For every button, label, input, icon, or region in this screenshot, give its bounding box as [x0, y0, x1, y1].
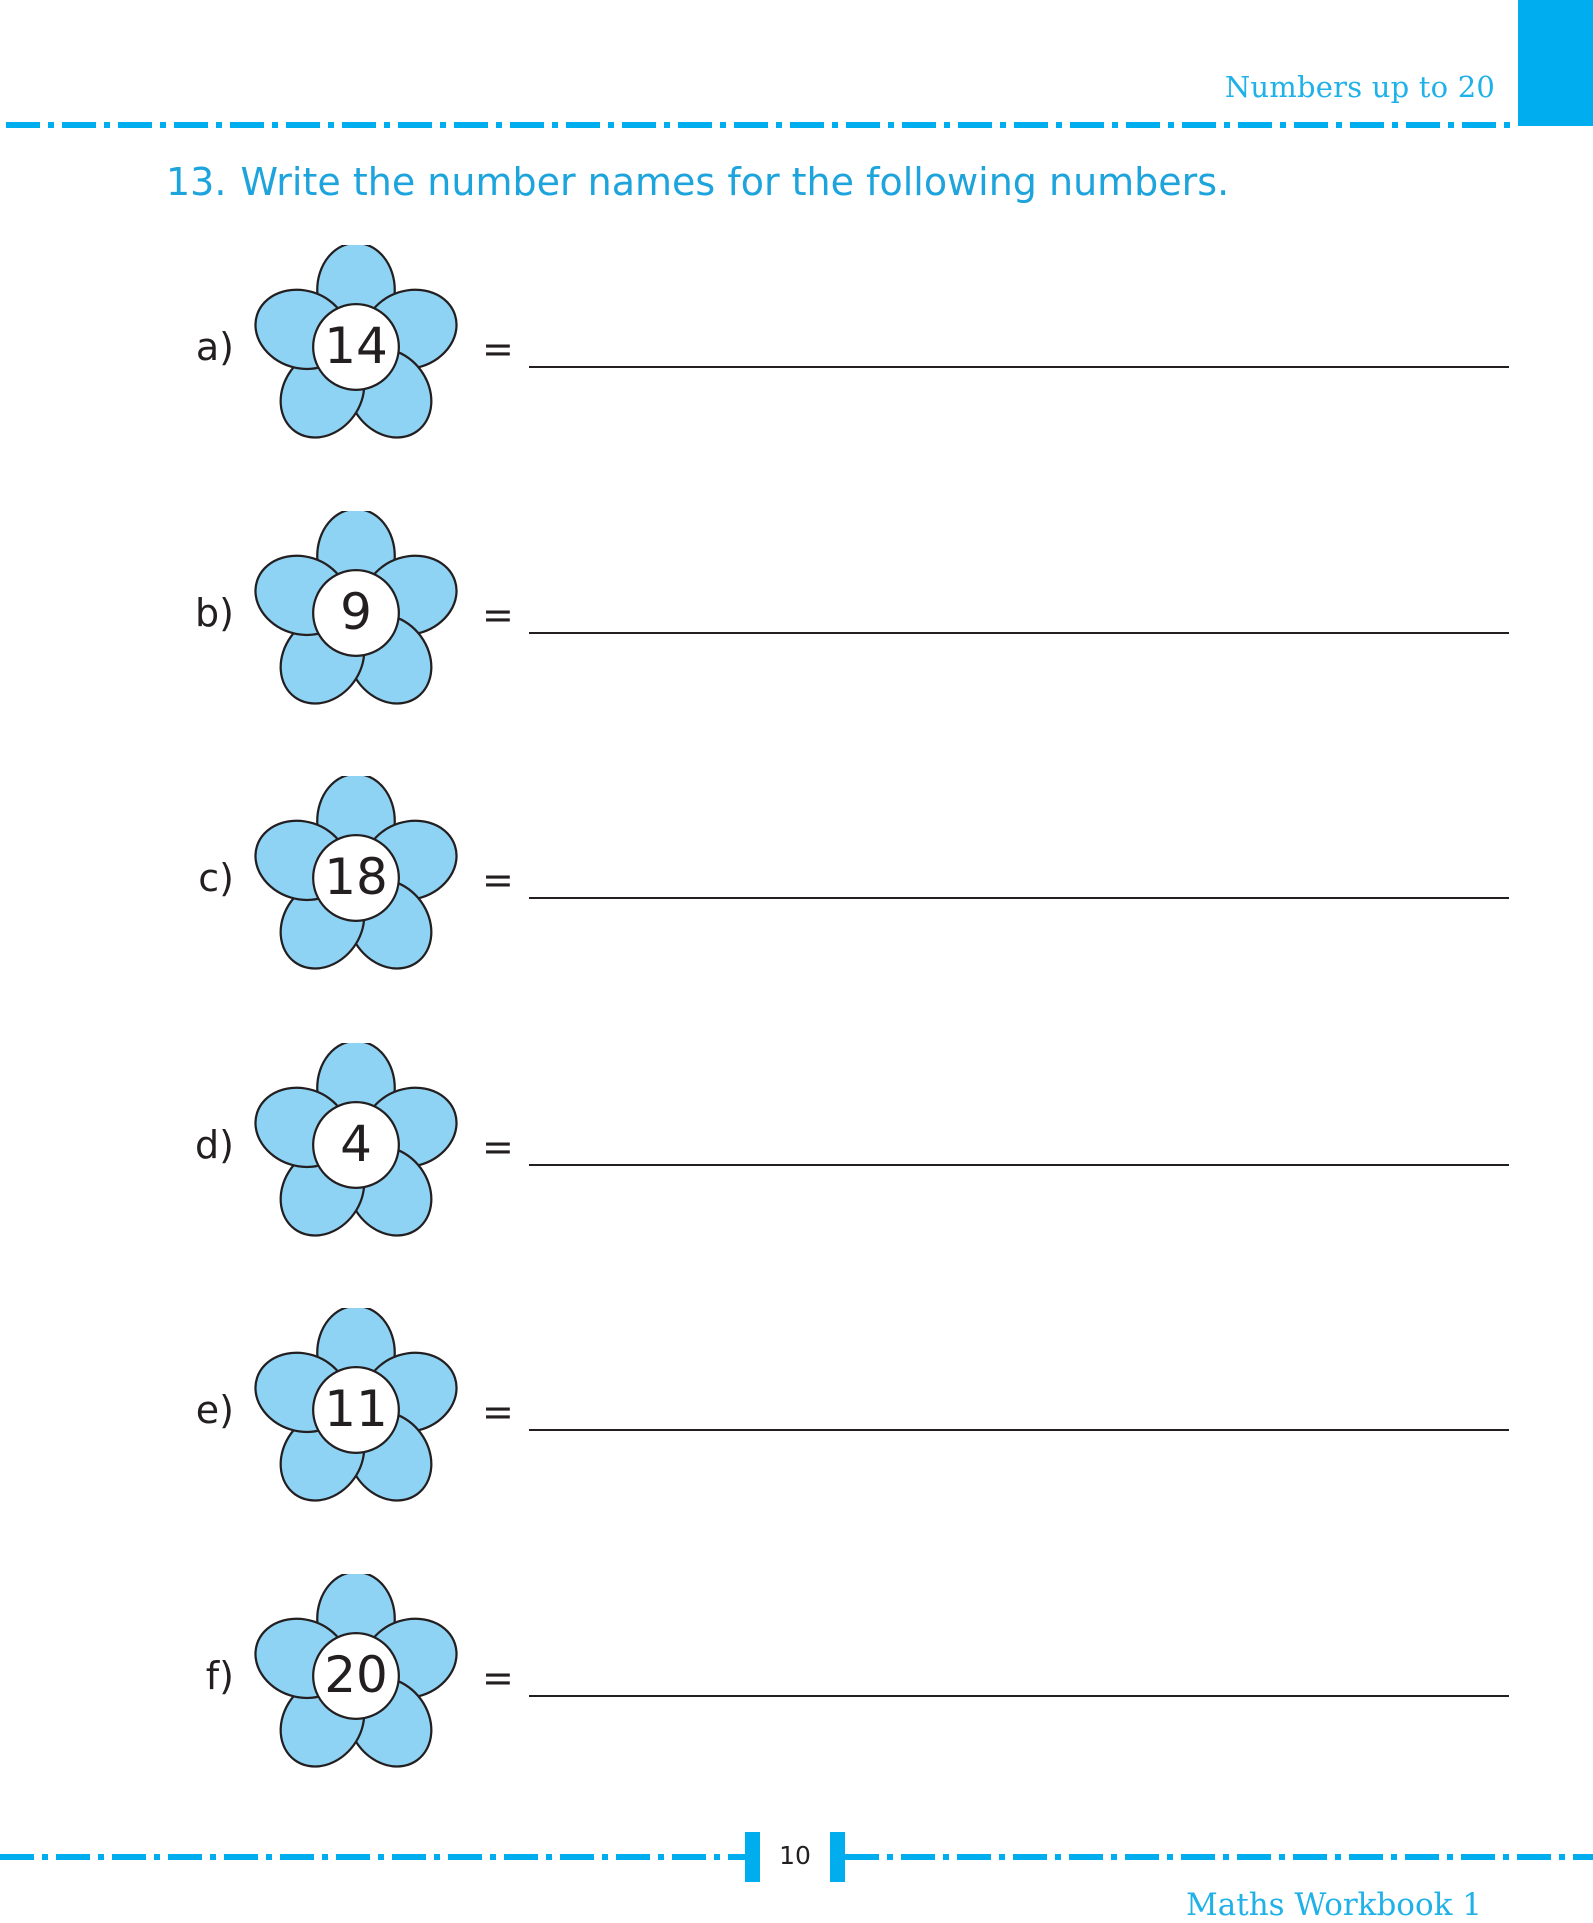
top-dashed-rule [6, 121, 1518, 129]
question-number: 13. [166, 160, 227, 204]
flower-number: 9 [340, 583, 372, 641]
item-label: d) [195, 1123, 234, 1167]
answer-field[interactable] [529, 366, 1509, 368]
answer-field[interactable] [529, 1695, 1509, 1697]
question-heading [166, 160, 1229, 204]
exercise-row [0, 511, 1593, 731]
item-label: b) [195, 591, 234, 635]
flower-number: 14 [324, 317, 388, 375]
answer-field[interactable] [529, 1429, 1509, 1431]
equals-sign: = [482, 327, 514, 371]
flower-number: 20 [324, 1646, 388, 1704]
equals-sign: = [482, 593, 514, 637]
answer-field[interactable] [529, 1164, 1509, 1166]
equals-sign: = [482, 1125, 514, 1169]
bottom-dashed-rule-right [845, 1853, 1593, 1861]
item-label: a) [195, 325, 234, 369]
question-text: Write the number names for the following numbers. [240, 160, 1230, 204]
exercise-row [0, 1308, 1593, 1528]
exercise-row [0, 1574, 1593, 1794]
page-number: 10 [779, 1841, 811, 1870]
corner-tab [1518, 0, 1593, 126]
flower-number: 4 [340, 1115, 372, 1173]
flower-number: 11 [324, 1380, 388, 1438]
equals-sign: = [482, 858, 514, 902]
bottom-dashed-rule-left [0, 1853, 745, 1861]
exercise-row [0, 245, 1593, 465]
chapter-title: Numbers up to 20 [1224, 70, 1495, 104]
exercise-row [0, 776, 1593, 996]
book-title: Maths Workbook 1 [1186, 1887, 1482, 1923]
flower-number: 18 [324, 848, 388, 906]
answer-field[interactable] [529, 897, 1509, 899]
exercise-row [0, 1043, 1593, 1263]
equals-sign: = [482, 1656, 514, 1700]
equals-sign: = [482, 1390, 514, 1434]
item-label: f) [205, 1654, 234, 1698]
page-number-bracket-right [830, 1832, 845, 1882]
item-label: c) [198, 856, 234, 900]
answer-field[interactable] [529, 632, 1509, 634]
item-label: e) [195, 1388, 234, 1432]
